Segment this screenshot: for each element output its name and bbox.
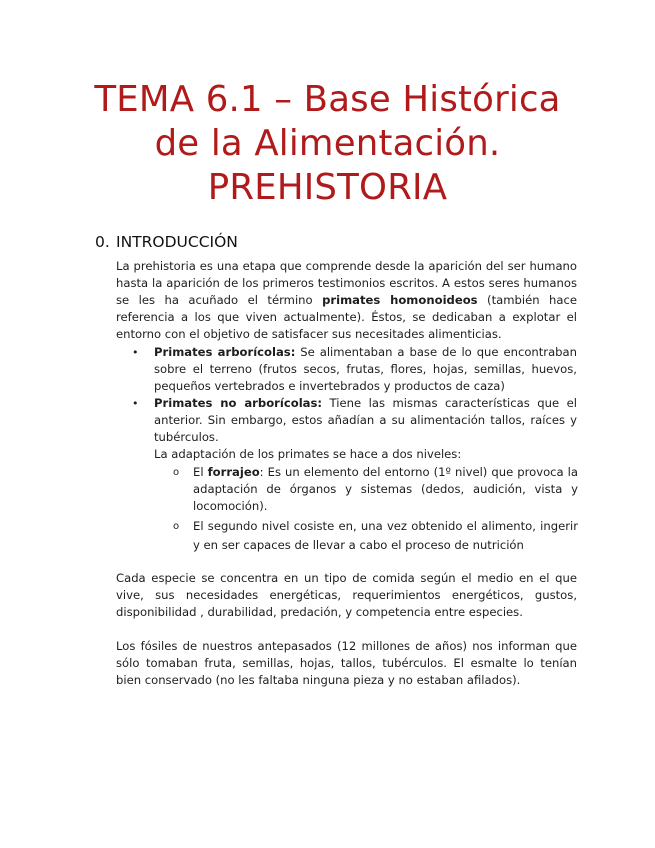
intro-bold-term: primates homonoideos [322, 293, 478, 307]
bullet-text: Tiene las mismas características que el anterior. Sin embargo, estos añadían a su alimentación tallos, raíces y tubérculos. [154, 396, 577, 444]
paragraph-2: Cada especie se concentra en un tipo de comida según el medio en el que vive, sus necesidades energéticas, requerimientos energéticos, gustos, disponibilidad , durabilidad, predación, y competencia entre especies. [116, 571, 577, 619]
sub-bold-term: forrajeo [207, 465, 260, 479]
title-line-3: PREHISTORIA [207, 167, 448, 208]
bullet-icon: • [132, 397, 139, 410]
circle-bullet-icon: o [173, 467, 180, 478]
title-line-1: TEMA 6.1 – Base Histórica [94, 79, 561, 120]
adaptation-lead: La adaptación de los primates se hace a dos niveles: [154, 447, 462, 461]
intro-paragraph [116, 258, 577, 343]
sub-text: El segundo nivel cosiste en, una vez obtenido el alimento, ingerir y en ser capaces de llevar a cabo el proceso de nutrición [193, 519, 578, 552]
title-line-2: de la Alimentación. [154, 123, 501, 164]
bullet-term: Primates arborícolas: [154, 345, 296, 359]
sub-text-a: El [193, 465, 208, 479]
sub-text-b: : Es un elemento del entorno (1º nivel) que provoca la adaptación de órganos y sistemas (dedos, audición, vista y locomoción). [193, 465, 579, 513]
bullet-text: Se alimentaban a base de lo que encontraban sobre el terreno (frutos secos, frutas, flores, hojas, semillas, huevos, pequeños vertebrados e invertebrados y productos de caza) [154, 345, 577, 393]
section-title: INTRODUCCIÓN [116, 233, 238, 251]
intro-text-a: La prehistoria es una etapa que comprende desde la aparición del ser humano hasta la aparición de los primeros testimonios escritos. A estos seres humanos se les ha acuñado el término [116, 259, 577, 307]
bullet-term: Primates no arborícolas: [154, 396, 323, 410]
section-heading [95, 233, 238, 251]
page-title [0, 78, 655, 210]
circle-bullet-icon: o [173, 521, 180, 532]
section-number: 0. [95, 233, 110, 251]
intro-text-b: (también hace referencia a los que viven actualmente). Éstos, se dedicaban a explotar el entorno con el objetivo de satisfacer sus necesitades alimenticias. [116, 293, 577, 341]
bullet-icon: • [132, 346, 139, 359]
paragraph-3: Los fósiles de nuestros antepasados (12 millones de años) nos informan que sólo tomaban fruta, semillas, hojas, tallos, tubérculos. El esmalte lo tenían bien conservado (no les faltaba ninguna pieza y no estaban afilados). [116, 639, 577, 687]
